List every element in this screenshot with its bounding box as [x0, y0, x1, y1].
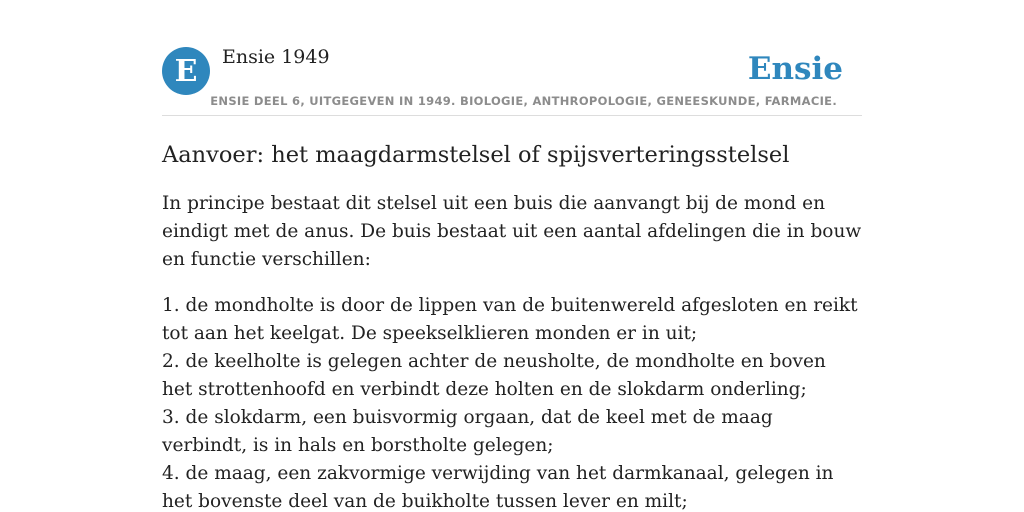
article-intro: In principe bestaat dit stelsel uit een buis die aanvangt bij de mond en eindigt met de anus. De buis bestaat uit een aantal afdelingen die in bouw en functie verschillen: — [162, 193, 862, 270]
source-subtitle: ENSIE DEEL 6, UITGEGEVEN IN 1949. BIOLOGIE, ANTHROPOLOGIE, GENEESKUNDE, FARMACIE. — [210, 94, 837, 108]
article-title: Aanvoer: het maagdarmstelsel of spijsverteringsstelsel — [162, 142, 790, 168]
list-item: 2. de keelholte is gelegen achter de neusholte, de mondholte en boven het strottenhoofd en verbindt deze holten en de slokdarm onderling; — [162, 351, 826, 400]
ensie-logo-badge[interactable] — [162, 47, 210, 95]
source-title[interactable]: Ensie 1949 — [222, 46, 330, 68]
list-item: 1. de mondholte is door de lippen van de buitenwereld afgesloten en reikt tot aan het keelgat. De speekselklieren monden er in uit; — [162, 295, 858, 344]
list-item: 4. de maag, een zakvormige verwijding van het darmkanaal, gelegen in het bovenste deel van de buikholte tussen lever en milt; — [162, 463, 834, 512]
article-list — [162, 292, 862, 512]
brand-logo[interactable]: Ensie — [747, 51, 843, 87]
header-divider — [162, 115, 862, 116]
article — [162, 139, 862, 512]
logo-letter: E — [174, 53, 198, 89]
list-item: 3. de slokdarm, een buisvormig orgaan, dat de keel met de maag verbindt, is in hals en borstholte gelegen; — [162, 407, 773, 456]
